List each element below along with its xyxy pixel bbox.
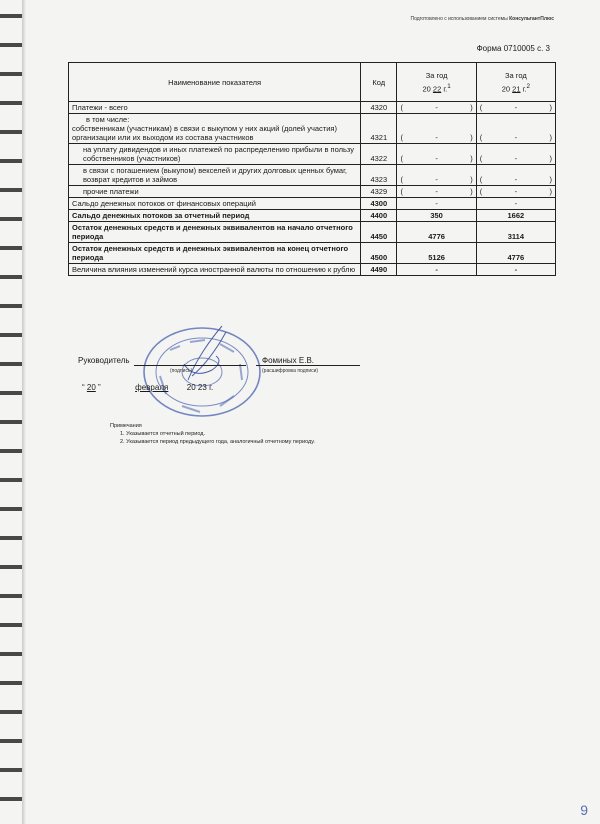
name-caption: (расшифровка подписи): [262, 368, 319, 374]
row-name: в связи с погашением (выкупом) векселей и других долговых ценных бумаг, возврат кредитов и займов: [69, 165, 361, 186]
signature-role: Руководитель: [78, 356, 130, 365]
row-prev: ( - ): [476, 114, 555, 144]
row-cur: ( - ): [397, 165, 476, 186]
table-header: [69, 63, 556, 102]
row-prev: ( - ): [476, 186, 555, 198]
signature-caption: (подпись): [170, 368, 193, 374]
notes: [110, 422, 315, 446]
seal-stamp-icon: [130, 320, 270, 430]
row-cur: ( - ): [397, 114, 476, 144]
row-prev: -: [476, 198, 555, 210]
row-name: прочие платежи: [69, 186, 361, 198]
note-2: 2. Указывается период предыдущего года, аналогичный отчетному периоду.: [120, 439, 315, 445]
row-name: Величина влияния изменений курса иностранной валюты по отношению к рублю: [69, 264, 361, 276]
row-cur: -: [397, 264, 476, 276]
consultant-brand: КонсультантПлюс: [509, 16, 554, 22]
table-row: [69, 165, 556, 186]
row-prev: 4776: [476, 243, 555, 264]
name-line: [256, 365, 360, 366]
row-name: в том числе: собственникам (участникам) в связи с выкупом у них акций (долей участия) организации или их выходом из состава участников: [69, 114, 361, 144]
row-cur: ( - ): [397, 186, 476, 198]
row-code: 4320: [361, 102, 397, 114]
date-line: “ 20 ” февраля 20 23 г.: [82, 383, 214, 392]
row-cur: ( - ): [397, 144, 476, 165]
row-code: 4490: [361, 264, 397, 276]
row-name: Сальдо денежных потоков за отчетный период: [69, 210, 361, 222]
row-cur: ( - ): [397, 102, 476, 114]
cashflow-table: [68, 62, 556, 276]
table-row: [69, 186, 556, 198]
row-prev: 3114: [476, 222, 555, 243]
row-prev: ( - ): [476, 165, 555, 186]
row-prev: ( - ): [476, 102, 555, 114]
page-number: 9: [580, 802, 588, 818]
note-1: 1. Указывается отчетный период.: [120, 431, 206, 437]
form-number: Форма 0710005 с. 3: [476, 44, 550, 53]
row-prev: 1662: [476, 210, 555, 222]
row-name: на уплату дивидендов и иных платежей по распределению прибыли в пользу собственников (участников): [69, 144, 361, 165]
date-suffix: г.: [209, 383, 214, 392]
row-prev: ( - ): [476, 144, 555, 165]
row-name: Сальдо денежных потоков от финансовых операций: [69, 198, 361, 210]
row-name: Остаток денежных средств и денежных эквивалентов на начало отчетного периода: [69, 222, 361, 243]
header-name: Наименование показателя: [69, 63, 361, 102]
row-code: 4300: [361, 198, 397, 210]
header-code: Код: [361, 63, 397, 102]
signature-line: [134, 365, 246, 366]
row-name: Платежи - всего: [69, 102, 361, 114]
row-cur: 5126: [397, 243, 476, 264]
table-row: [69, 198, 556, 210]
row-code: 4322: [361, 144, 397, 165]
row-cur: -: [397, 198, 476, 210]
table-row: [69, 210, 556, 222]
table-row: [69, 264, 556, 276]
binding-edge: [22, 0, 26, 824]
table-row: [69, 243, 556, 264]
row-code: 4450: [361, 222, 397, 243]
notes-title: Примечания: [110, 423, 142, 429]
row-code: 4329: [361, 186, 397, 198]
date-month: февраля: [135, 383, 169, 392]
row-code: 4321: [361, 114, 397, 144]
date-year: 20 23: [186, 383, 207, 392]
table-row: [69, 102, 556, 114]
date-day: 20: [86, 383, 96, 392]
table-row: [69, 144, 556, 165]
row-code: 4323: [361, 165, 397, 186]
row-code: 4400: [361, 210, 397, 222]
binding-holes: [0, 0, 22, 824]
signature-name: Фоминых Е.В.: [262, 356, 315, 365]
prepared-note: Подготовлено с использованием системы КонсультантПлюс: [410, 16, 554, 22]
table-row: [69, 222, 556, 243]
row-prev: -: [476, 264, 555, 276]
row-name: Остаток денежных средств и денежных эквивалентов на конец отчетного периода: [69, 243, 361, 264]
row-code: 4500: [361, 243, 397, 264]
header-current-year: За год 20 22 г.$^1$: [397, 63, 476, 102]
table-row: [69, 114, 556, 144]
header-previous-year: За год 20 21 г.$^2$: [476, 63, 555, 102]
row-cur: 350: [397, 210, 476, 222]
row-cur: 4776: [397, 222, 476, 243]
